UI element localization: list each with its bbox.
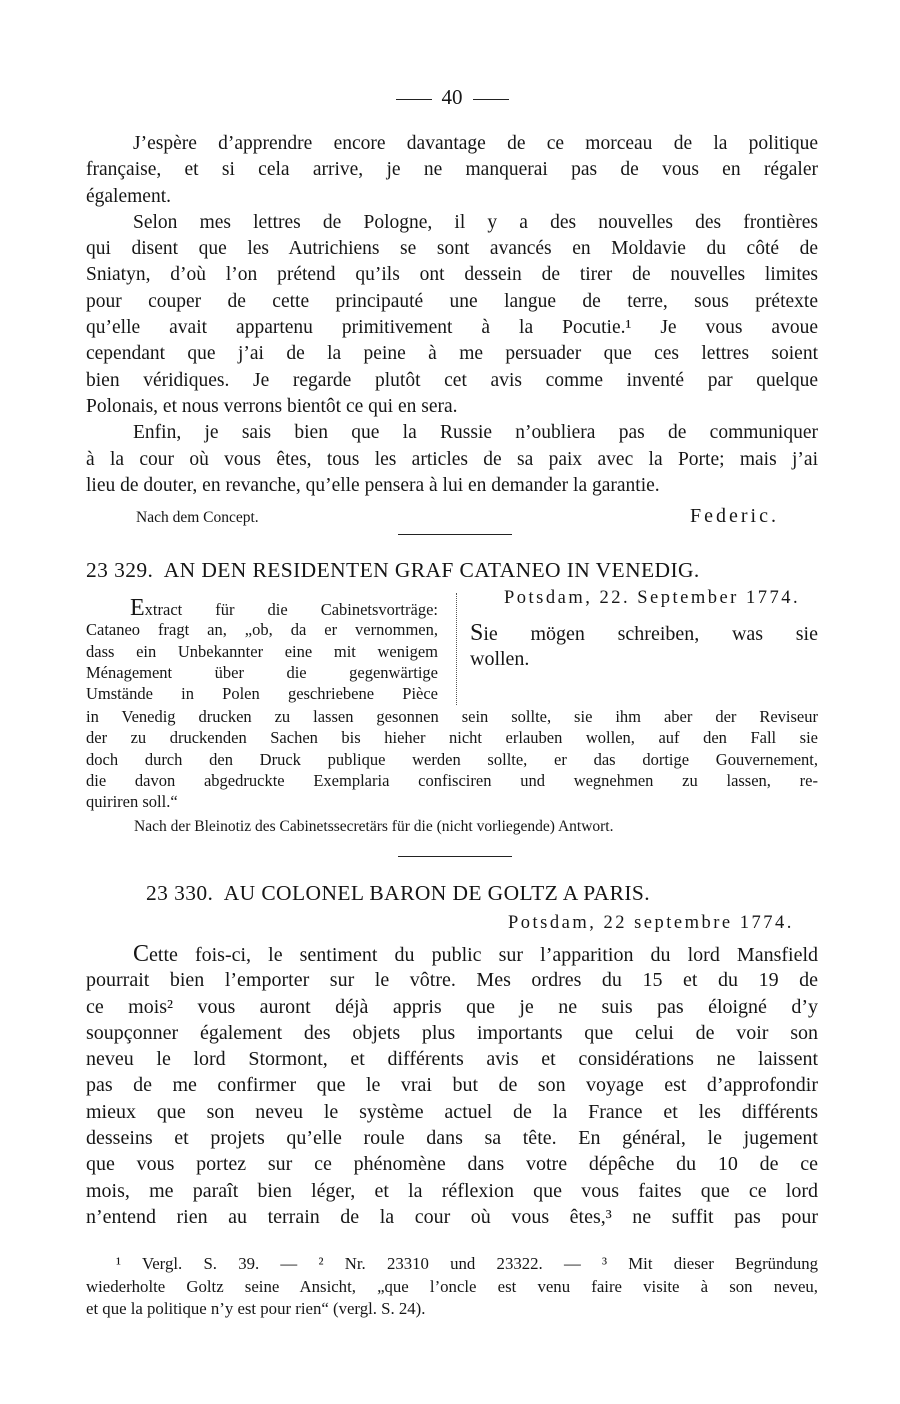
- extract-line: der zu druckenden Sachen bis hieher nicht erlauben wollen, auf den Fall sie: [86, 728, 818, 748]
- text-line: Enfin, je sais bien que la Russie n’oubliera pas de communiquer: [133, 422, 818, 444]
- text-line: pour couper de cette principauté une langue de terre, sous prétexte: [86, 290, 818, 312]
- text-line: lieu de douter, en revanche, qu’elle pensera à lui en demander la garantie.: [86, 474, 660, 496]
- footnotes: [86, 1253, 818, 1321]
- text-line: J’espère d’apprendre encore davantage de ce morceau de la politique: [133, 133, 818, 154]
- bleinotiz-note: Nach der Bleinotiz des Cabinetssecretärs für die (nicht vorliegende) Antwort.: [134, 818, 614, 835]
- body-first-rest: ette fois-ci, le sentiment du public sur l’apparition du lord Mansfield: [149, 944, 818, 966]
- reply-first-rest: ie mögen schreiben, was sie: [483, 623, 818, 645]
- text-line: qu’elle avait appartenu primitivement à la Pocutie.¹ Je vous avoue: [86, 317, 818, 339]
- extract-continuation: [86, 706, 818, 812]
- extract-line: Extract für die Cabinetsvorträge:: [130, 595, 438, 621]
- extract-line: doch durch den Druck publique werden sollte, er das dortige Gouvernement,: [86, 749, 818, 769]
- extract-first-rest: xtract für die Cabinetsvorträge:: [144, 600, 438, 619]
- page: [86, 0, 818, 1404]
- extract-line: Ménagement über die gegenwärtige: [86, 662, 438, 682]
- source-note: Nach dem Concept.: [136, 509, 259, 526]
- reply-line: Sie mögen schreiben, was sie: [470, 620, 818, 646]
- text-line: Cette fois-ci, le sentiment du public sur l’apparition du lord Mansfield: [133, 941, 818, 967]
- extract-line: in Venedig drucken zu lassen gesonnen sein sollte, sie ihm aber der Reviseur: [86, 707, 818, 726]
- text-line: pas de me confirmer que le vrai but de son voyage est d’approfondir: [86, 1074, 818, 1097]
- letter-title: AU COLONEL BARON DE GOLTZ A PARIS.: [223, 881, 651, 905]
- footnote-line: ¹ Vergl. S. 39. — ² Nr. 23310 und 23322. — ³ Mit dieser Begründung: [116, 1254, 818, 1273]
- extract-line: die davon abgedruckte Exemplaria confisciren und wegnehmen zu lassen, re-: [86, 770, 818, 790]
- extract-line: quiriren soll.“: [86, 792, 178, 812]
- text-line: mieux que son neveu le système actuel de la France et les différents: [86, 1100, 818, 1123]
- header-dash-right: [473, 99, 509, 100]
- place-date: Potsdam, 22. September 1774.: [504, 588, 801, 608]
- page-number: 40: [441, 85, 463, 109]
- text-line: Polonais, et nous verrons bientôt ce qui en sera.: [86, 395, 458, 417]
- letter-number: 23 330.: [146, 881, 214, 905]
- text-line: française, et si cela arrive, je ne manquerai pas de vous en régaler: [86, 159, 818, 181]
- text-line: Sniatyn, d’où l’on prétend qu’ils ont dessein de tirer de nouvelles limites: [86, 264, 818, 286]
- page-header: [86, 84, 818, 110]
- intro-text: [86, 131, 818, 499]
- place-date: Potsdam, 22 septembre 1774.: [508, 913, 794, 933]
- signature: Federic.: [690, 505, 779, 527]
- text-line: qui disent que les Autrichiens se sont avancés en Moldavie du côté de: [86, 238, 818, 260]
- extract-line: Umstände in Polen geschriebene Pièce: [86, 684, 438, 704]
- text-line: Selon mes lettres de Pologne, il y a des nouvelles des frontières: [133, 211, 818, 233]
- reply-text: [470, 620, 818, 673]
- letter-heading: [146, 880, 878, 906]
- text-line: soupçonner également des objets plus importants que celui de voir son: [86, 1021, 818, 1044]
- extract-line: Cataneo fragt an, „ob, da er vernommen,: [86, 620, 438, 640]
- footnote-line: et que la politique n’y est pour rien“ (vergl. S. 24).: [86, 1299, 426, 1318]
- text-line: également.: [86, 185, 171, 207]
- reply-line: wollen.: [470, 648, 530, 671]
- text-line: mois, me paraît bien léger, et la réflexion que vous faites que ce lord: [86, 1179, 818, 1202]
- text-line: bien véridiques. Je regarde plutôt cet avis comme inventé par quelque: [86, 369, 818, 391]
- text-line: cependant que j’ai de la peine à me persuader que ces lettres soient: [86, 343, 818, 365]
- letter-number: 23 329.: [86, 558, 154, 582]
- text-line: à la cour où vous êtes, tous les articles de sa paix avec la Porte; mais j’ai: [86, 448, 818, 470]
- text-line: desseins et projets qu’elle roule dans sa tête. En général, le jugement: [86, 1127, 818, 1150]
- letter-body: [86, 941, 818, 1230]
- column-separator: [456, 593, 457, 705]
- header-dash-left: [396, 99, 432, 100]
- text-line: n’entend rien au terrain de la cour où vous êtes,³ ne suffit pas pour: [86, 1205, 818, 1228]
- text-line: que vous portez sur ce phénomène dans votre dépêche du 10 de ce: [86, 1153, 818, 1176]
- extract-box: [86, 595, 438, 704]
- extract-line: dass ein Unbekannter eine mit wenigem: [86, 641, 438, 661]
- letter-title: AN DEN RESIDENTEN GRAF CATANEO IN VENEDIG.: [163, 558, 700, 582]
- text-line: ce mois² vous auront déjà appris que je ne suis pas éloigné d’y: [86, 995, 818, 1018]
- section-divider: [398, 534, 512, 535]
- letter-heading: [86, 557, 818, 583]
- section-divider: [398, 856, 512, 857]
- footnote-line: wiederholte Goltz seine Ansicht, „que l’oncle est venu faire visite à son neveu,: [86, 1276, 818, 1296]
- text-line: neveu le lord Stormont, et différents avis et considérations ne laissent: [86, 1048, 818, 1071]
- text-line: pourrait bien l’emporter sur le vôtre. Mes ordres du 15 et du 19 de: [86, 969, 818, 992]
